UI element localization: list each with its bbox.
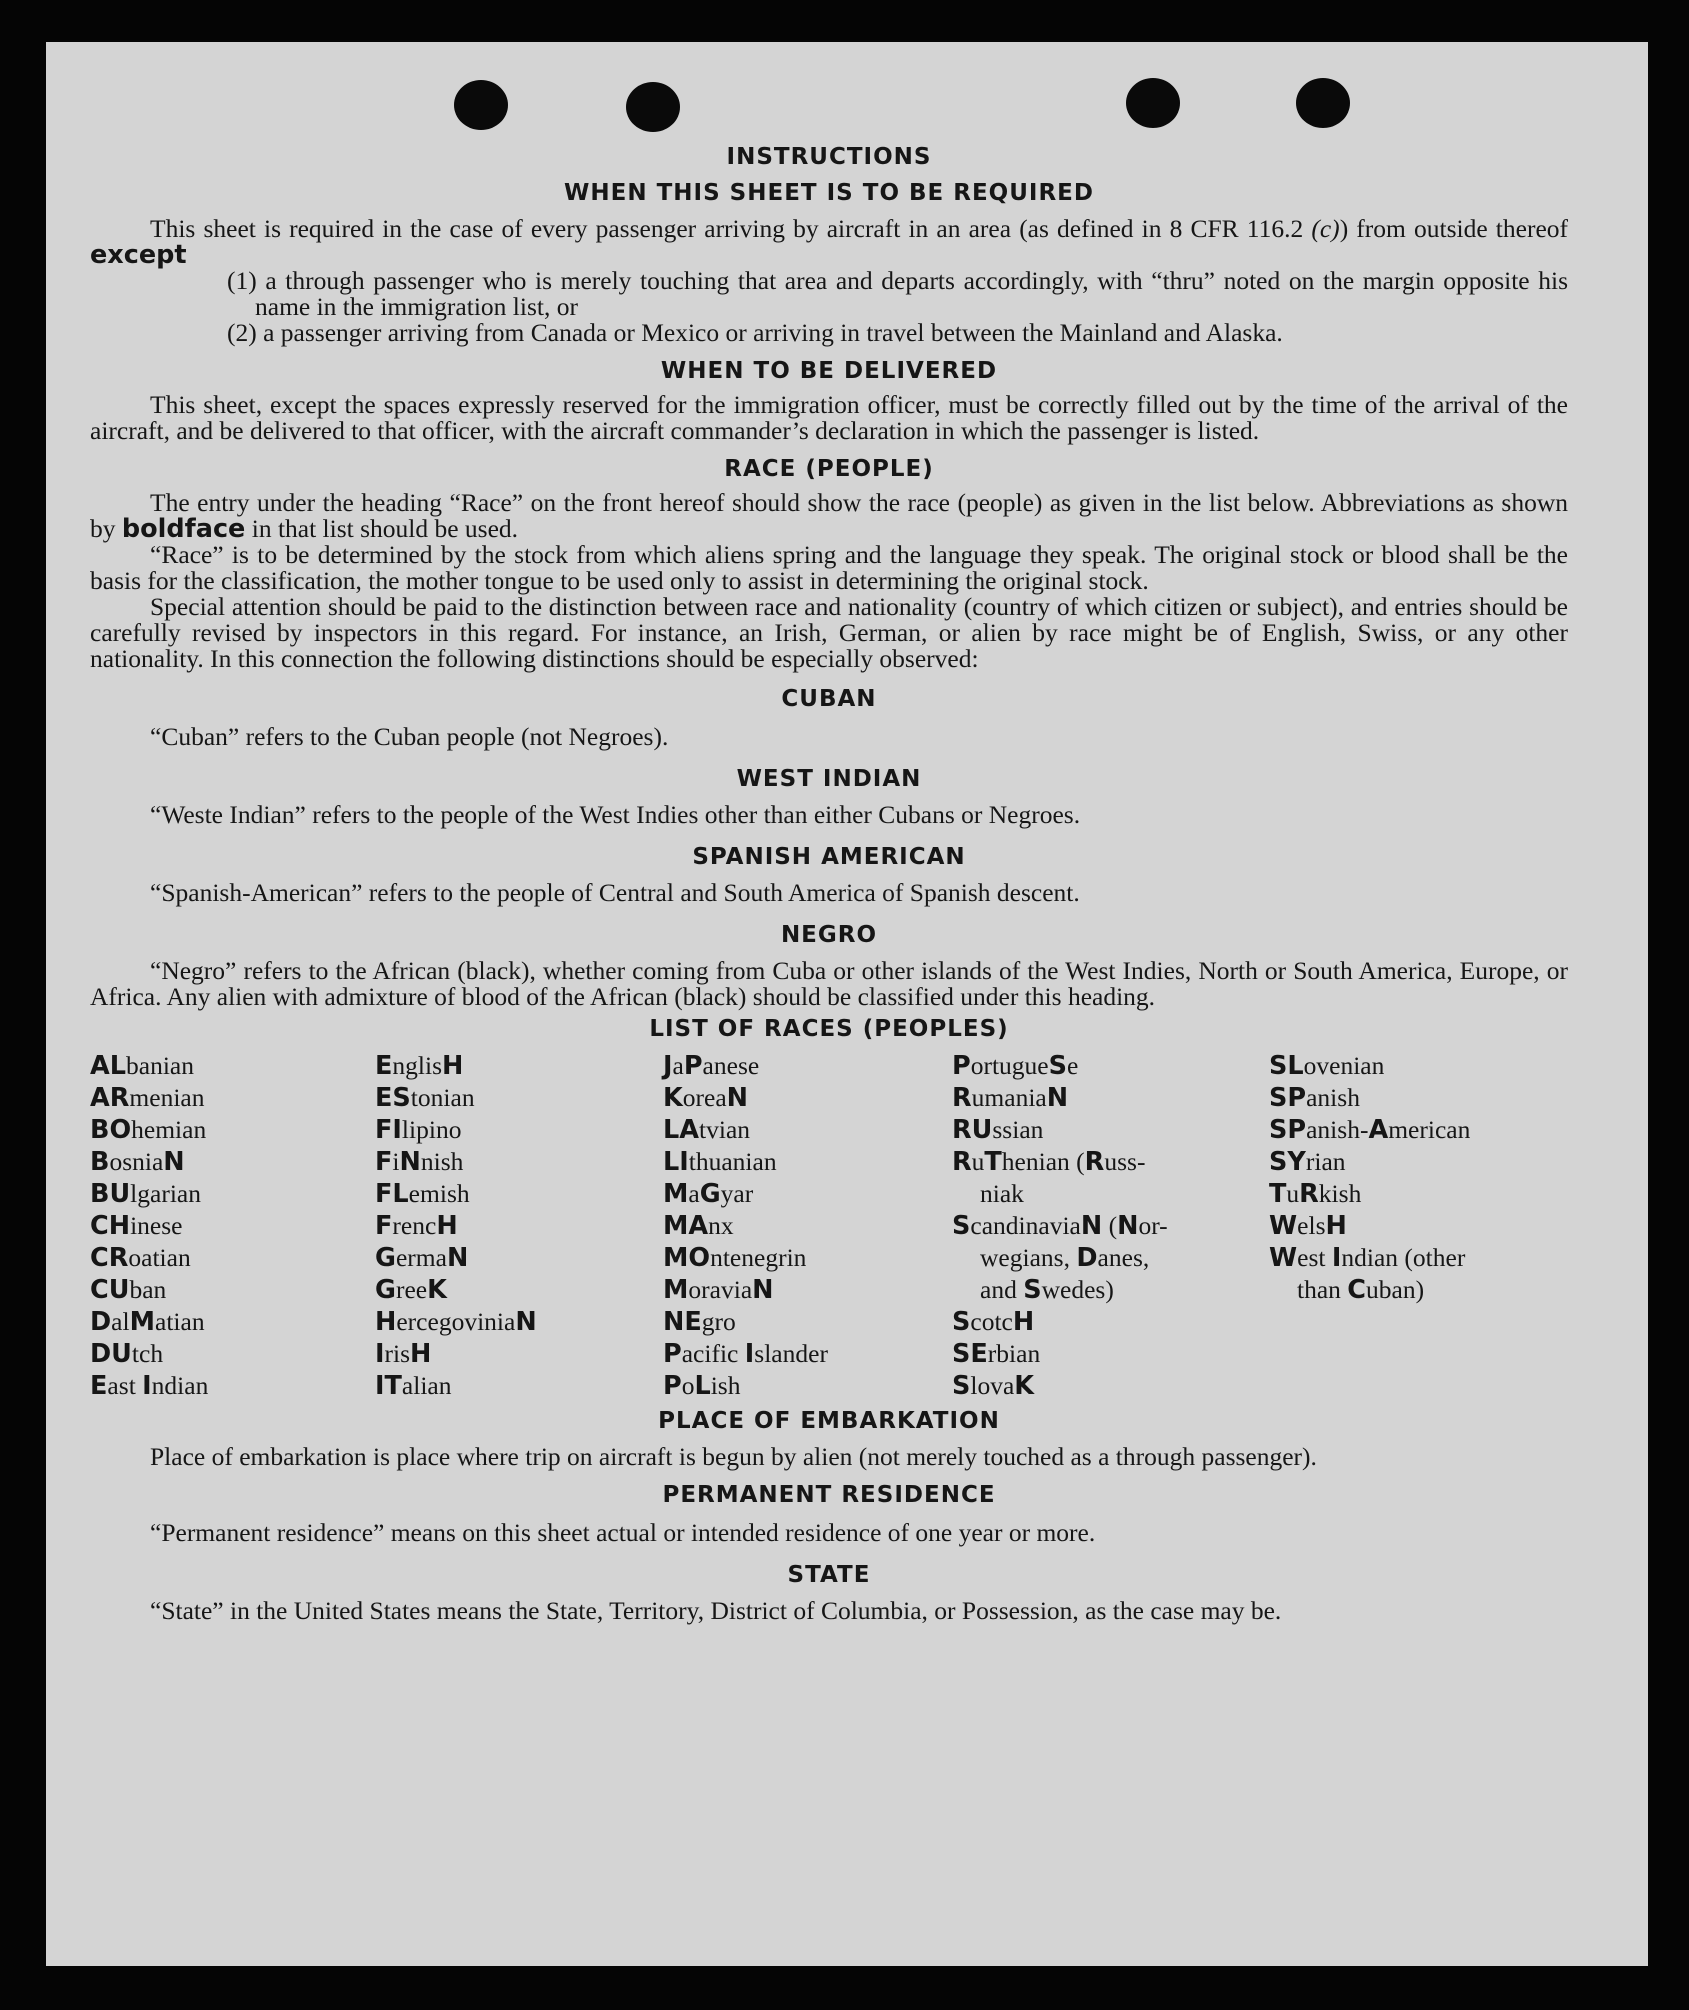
race-column-1	[90, 1050, 375, 1402]
race-item: WelsH	[1269, 1211, 1347, 1241]
west-indian-text: “Weste Indian” refers to the people of the West Indies other than either Cubans or Negroes.	[150, 800, 1081, 829]
punch-hole	[1126, 78, 1180, 128]
heading-when-delivered: WHEN TO BE DELIVERED	[660, 358, 998, 384]
race-item-continued: wegians, Danes,	[980, 1243, 1150, 1273]
race-item: JaPanese	[663, 1051, 760, 1081]
heading-when-required: WHEN THIS SHEET IS TO BE REQUIRED	[564, 180, 1094, 206]
heading-instructions: INSTRUCTIONS	[726, 144, 932, 170]
race-item: MoraviaN	[663, 1275, 774, 1305]
race-item: FIlipino	[375, 1115, 462, 1145]
race-item: SlovaK	[952, 1371, 1035, 1401]
race-item: SLovenian	[1269, 1051, 1385, 1081]
race-paragraph-1	[90, 490, 1568, 542]
race-item: KoreaN	[663, 1083, 749, 1113]
race-item: FLemish	[375, 1179, 470, 1209]
race-item: SErbian	[952, 1339, 1041, 1369]
required-intro-a: This sheet is required in the case of every passenger arriving by aircraft in an area (as defined in 8 CFR 116.2	[150, 214, 1312, 243]
race-item: PortugueSe	[952, 1051, 1079, 1081]
heading-permanent-residence: PERMANENT RESIDENCE	[662, 1482, 996, 1508]
race-item: BUlgarian	[90, 1179, 201, 1209]
heading-place-of-embarkation: PLACE OF EMBARKATION	[658, 1408, 1000, 1434]
race-item: GermaN	[375, 1243, 469, 1273]
heading-spanish-american: SPANISH AMERICAN	[692, 844, 966, 870]
race-item: DalMatian	[90, 1307, 205, 1337]
race-item: FiNnish	[375, 1147, 464, 1177]
race-item: West Indian (other	[1269, 1243, 1466, 1273]
race-column-5	[1269, 1050, 1529, 1402]
race-item: EStonian	[375, 1083, 475, 1113]
race-item-continued: than Cuban)	[1297, 1275, 1425, 1305]
race-column-4	[952, 1050, 1269, 1402]
race-item: ARmenian	[90, 1083, 205, 1113]
race-p1-a: The entry under the heading “Race” on the front hereof should show the race (people) as given in the list below. Abbreviations as shown by	[90, 488, 1568, 543]
race-item: CRoatian	[90, 1243, 191, 1273]
race-item: ITalian	[375, 1371, 452, 1401]
document-page	[46, 42, 1648, 1966]
punch-hole	[454, 80, 508, 130]
required-item-2: (2) a passenger arriving from Canada or Mexico or arriving in travel between the Mainland and Alaska.	[227, 318, 1283, 347]
race-item: MaGyar	[663, 1179, 754, 1209]
race-item: TuRkish	[1269, 1179, 1362, 1209]
embarkation-text: Place of embarkation is place where trip on aircraft is begun by alien (not merely touched as a through passenger).	[150, 1442, 1317, 1471]
race-item-continued: and Swedes)	[980, 1275, 1114, 1305]
negro-text: “Negro” refers to the African (black), whether coming from Cuba or other islands of the West Indies, North or South America, Europe, or Africa. Any alien with admixture of blood of the African (black) should be classified under this heading.	[90, 956, 1568, 1011]
heading-negro: NEGRO	[780, 922, 878, 948]
heading-state: STATE	[787, 1562, 871, 1588]
race-p1-b: in that list should be used.	[245, 514, 519, 543]
heading-west-indian: WEST INDIAN	[736, 766, 922, 792]
race-item: FrencH	[375, 1211, 458, 1241]
instructions-body	[90, 142, 1568, 1624]
race-column-2	[375, 1050, 663, 1402]
heading-race: RACE (PEOPLE)	[724, 456, 934, 482]
heading-cuban: CUBAN	[781, 686, 877, 712]
delivered-text: This sheet, except the spaces expressly reserved for the immigration officer, must be correctly filled out by the time of the arrival of the aircraft, and be delivered to that officer, with the aircraft commander’s declaration in which the passenger is listed.	[90, 390, 1568, 445]
race-item: CUban	[90, 1275, 167, 1305]
race-item: EnglisH	[375, 1051, 464, 1081]
race-item: ALbanian	[90, 1051, 194, 1081]
race-item: East Indian	[90, 1371, 209, 1401]
race-item: PoLish	[663, 1371, 741, 1401]
required-item-1: (1) a through passenger who is merely touching that area and departs accordingly, with “thru” noted on the margin opposite his name in the immigration list, or	[227, 266, 1568, 321]
race-paragraph-2: “Race” is to be determined by the stock from which aliens spring and the language they speak. The original stock or blood shall be the basis for the classification, the mother tongue to be used only to assist in determining the original stock.	[90, 540, 1568, 595]
punch-hole	[1296, 78, 1350, 128]
race-item: DUtch	[90, 1339, 164, 1369]
race-item: MAnx	[663, 1211, 734, 1241]
race-p1-bold: boldface	[121, 514, 246, 544]
heading-list-of-races: LIST OF RACES (PEOPLES)	[649, 1016, 1009, 1042]
required-intro-except: except	[90, 240, 187, 270]
race-item: ScandinaviaN (Nor-	[952, 1211, 1168, 1241]
state-text: “State” in the United States means the State, Territory, District of Columbia, or Possession, as the case may be.	[150, 1596, 1282, 1625]
race-item: SYrian	[1269, 1147, 1346, 1177]
race-item-continued: niak	[980, 1179, 1024, 1208]
race-item: BosniaN	[90, 1147, 185, 1177]
race-item: HercegoviniaN	[375, 1307, 537, 1337]
race-item: LAtvian	[663, 1115, 751, 1145]
race-item: SPanish	[1269, 1083, 1360, 1113]
race-column-3	[663, 1050, 952, 1402]
race-item: SPanish-American	[1269, 1115, 1471, 1145]
spanish-american-text: “Spanish-American” refers to the people of Central and South America of Spanish descent.	[150, 878, 1080, 907]
race-item: Pacific Islander	[663, 1339, 828, 1369]
race-item: RuThenian (Russ-	[952, 1147, 1146, 1177]
race-item: NEgro	[663, 1307, 736, 1337]
race-item: RumaniaN	[952, 1083, 1069, 1113]
race-item: GreeK	[375, 1275, 447, 1305]
race-item: CHinese	[90, 1211, 183, 1241]
required-intro	[90, 216, 1568, 268]
race-list	[90, 1050, 1568, 1402]
residence-text: “Permanent residence” means on this sheet actual or intended residence of one year or more.	[150, 1518, 1096, 1547]
cuban-text: “Cuban” refers to the Cuban people (not Negroes).	[150, 722, 669, 751]
required-intro-b: ) from outside thereof	[1339, 214, 1568, 243]
race-item: MOntenegrin	[663, 1243, 807, 1273]
race-paragraph-3: Special attention should be paid to the distinction between race and nationality (country of which citizen or subject), and entries should be carefully revised by inspectors in this regard. For instance, an Irish, German, or alien by race might be of English, Swiss, or any other nationality. In this connection the following distinctions should be especially observed:	[90, 592, 1568, 673]
punch-hole	[626, 82, 680, 132]
race-item: RUssian	[952, 1115, 1044, 1145]
race-item: ScotcH	[952, 1307, 1035, 1337]
race-item: IrisH	[375, 1339, 432, 1369]
race-item: LIthuanian	[663, 1147, 777, 1177]
race-item: BOhemian	[90, 1115, 207, 1145]
required-intro-cite: (c)	[1311, 214, 1340, 243]
